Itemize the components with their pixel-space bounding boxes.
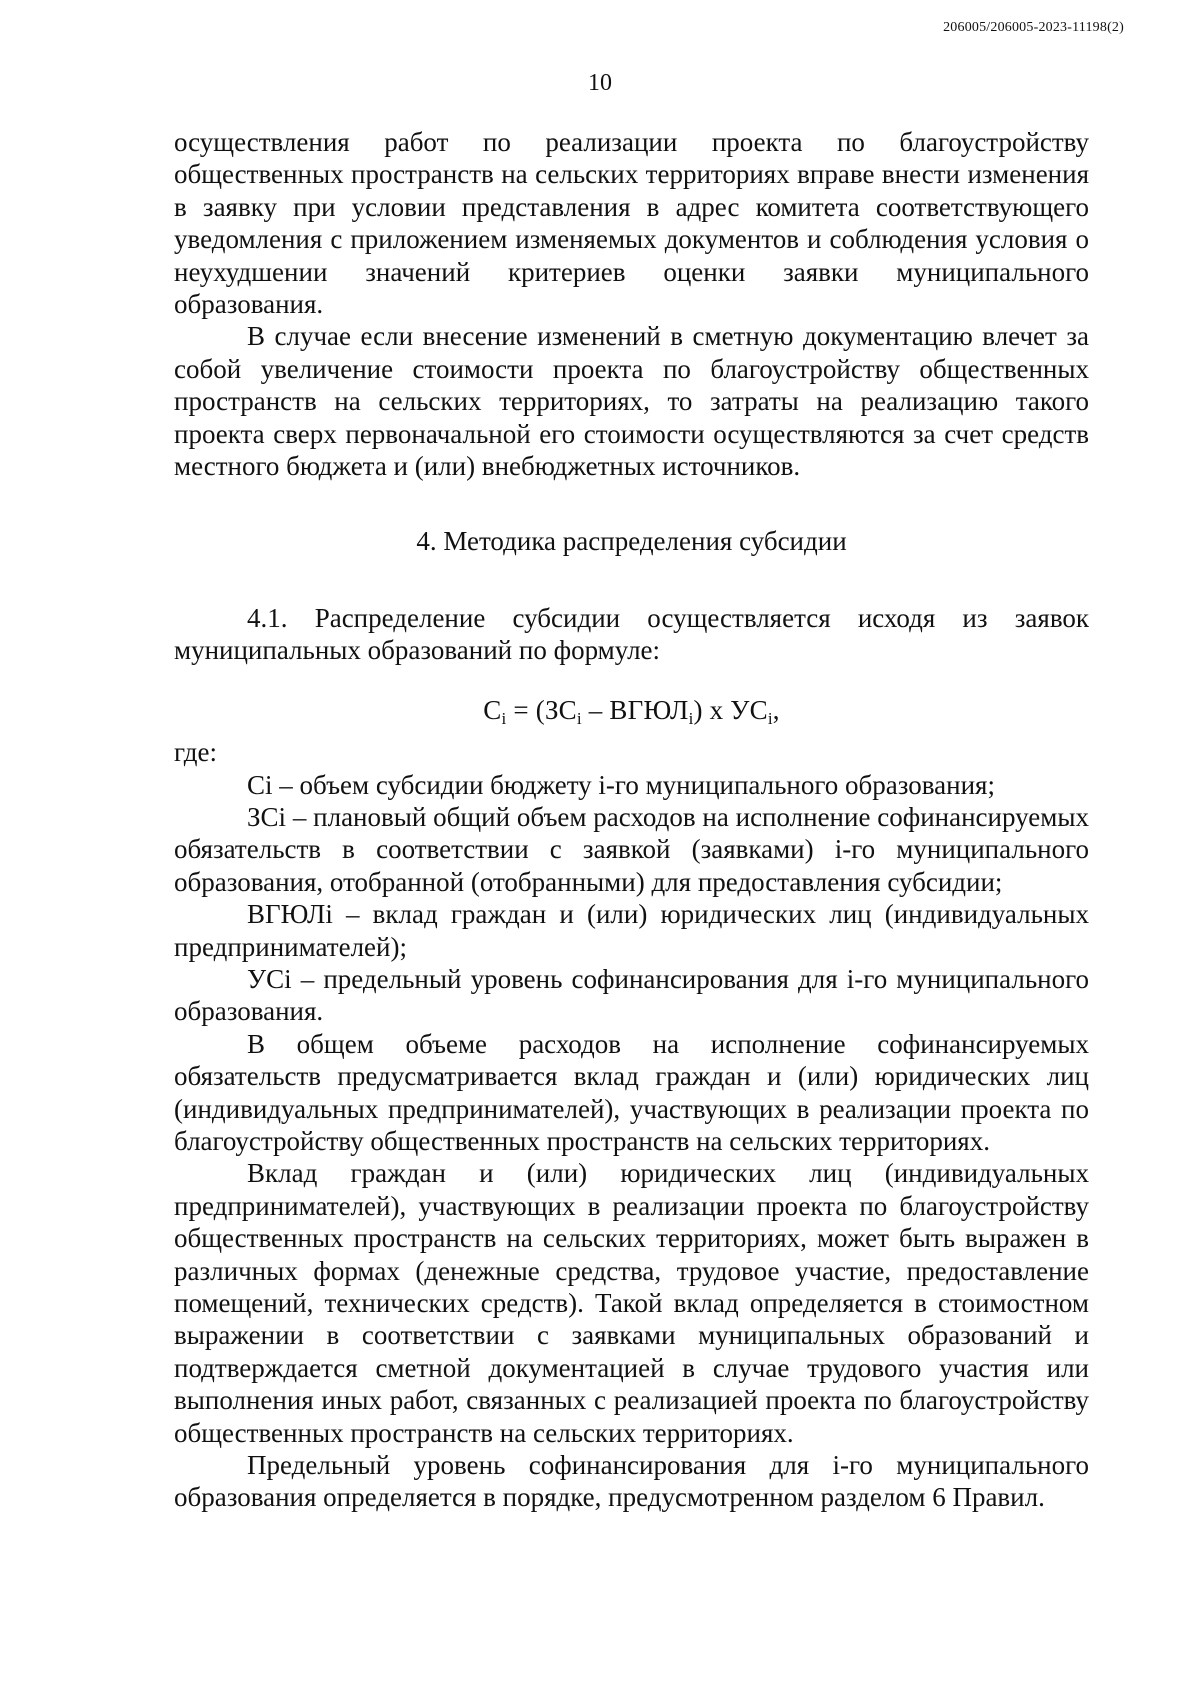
formula-sub: i [688,708,694,728]
formula-sub: i [576,708,582,728]
paragraph-contribution-forms: Вклад граждан и (или) юридических лиц (индивидуальных предпринимателей), участвующих в реализации проекта по благоустройству общественных пространств на сельских территориях, может быть выражен в различных формах (денежные средства, трудовое участие, предоставление помещений, технических средств). Такой вклад определяется в стоимостном выражении в соответствии с заявками муниципальных образований и подтверждается сметной документацией в случае трудового участия или выполнения иных работ, связанных с реализацией проекта по благоустройству общественных пространств на сельских территориях. [174,1158,1089,1448]
formula-c: C [483,694,502,725]
formula-sub: i [767,708,773,728]
formula-part: ) х УС [693,694,768,725]
document-id: 206005/206005-2023-11198(2) [943,20,1124,35]
definition-vgyul: ВГЮЛi – вклад граждан и (или) юридических лиц (индивидуальных предпринимателей); [174,899,1089,962]
paragraph-contribution-scope: В общем объеме расходов на исполнение софинансируемых обязательств предусматривается вклад граждан и (или) юридических лиц (индивидуальных предпринимателей), участвующих в реализации проекта по благоустройству общественных пространств на сельских территориях. [174,1028,1089,1156]
definition-ci: Сi – объем субсидии бюджету i-го муниципального образования; [247,769,995,800]
definition-zci: ЗСi – плановый общий объем расходов на исполнение софинансируемых обязательств в соответствии с заявкой (заявками) i-го муниципального образования, отобранной (отобранными) для предоставления субсидии; [174,801,1089,897]
formula-part: – ВГЮЛ [581,694,689,725]
formula-sub: i [501,708,507,728]
definition-uci: УСi – предельный уровень софинансирования для i-го муниципального образования. [174,963,1089,1027]
section-heading: 4. Методика распределения субсидии [416,526,847,557]
paragraph-estimate-changes: В случае если внесение изменений в сметную документацию влечет за собой увеличение стоимости проекта по благоустройству общественных пространств на сельских территориях, то затраты на реализацию такого проекта сверх первоначальной его стоимости осуществляются за счет средств местного бюджета и (или) внебюджетных источников. [174,321,1089,482]
paragraph-continuation: осуществления работ по реализации проекта по благоустройству общественных пространств на сельских территориях вправе внести изменения в заявку при условии представления в адрес комитета соответствующего уведомления с приложением изменяемых документов и соблюдения условия о неухудшении значений критериев оценки заявки муниципального образования. [174,127,1089,320]
formula-part: = (ЗС [506,694,577,725]
formula [174,694,1089,726]
paragraph-cofinancing-level: Предельный уровень софинансирования для i-го муниципального образования определяется в порядке, предусмотренном разделом 6 Правил. [174,1450,1089,1513]
page-body [174,126,1089,1514]
formula-part: , [772,694,780,725]
page-number: 10 [588,70,612,96]
paragraph-4-1: 4.1. Распределение субсидии осуществляется исходя из заявок муниципальных образований по формуле: [174,602,1089,666]
where-label: где: [174,737,217,768]
